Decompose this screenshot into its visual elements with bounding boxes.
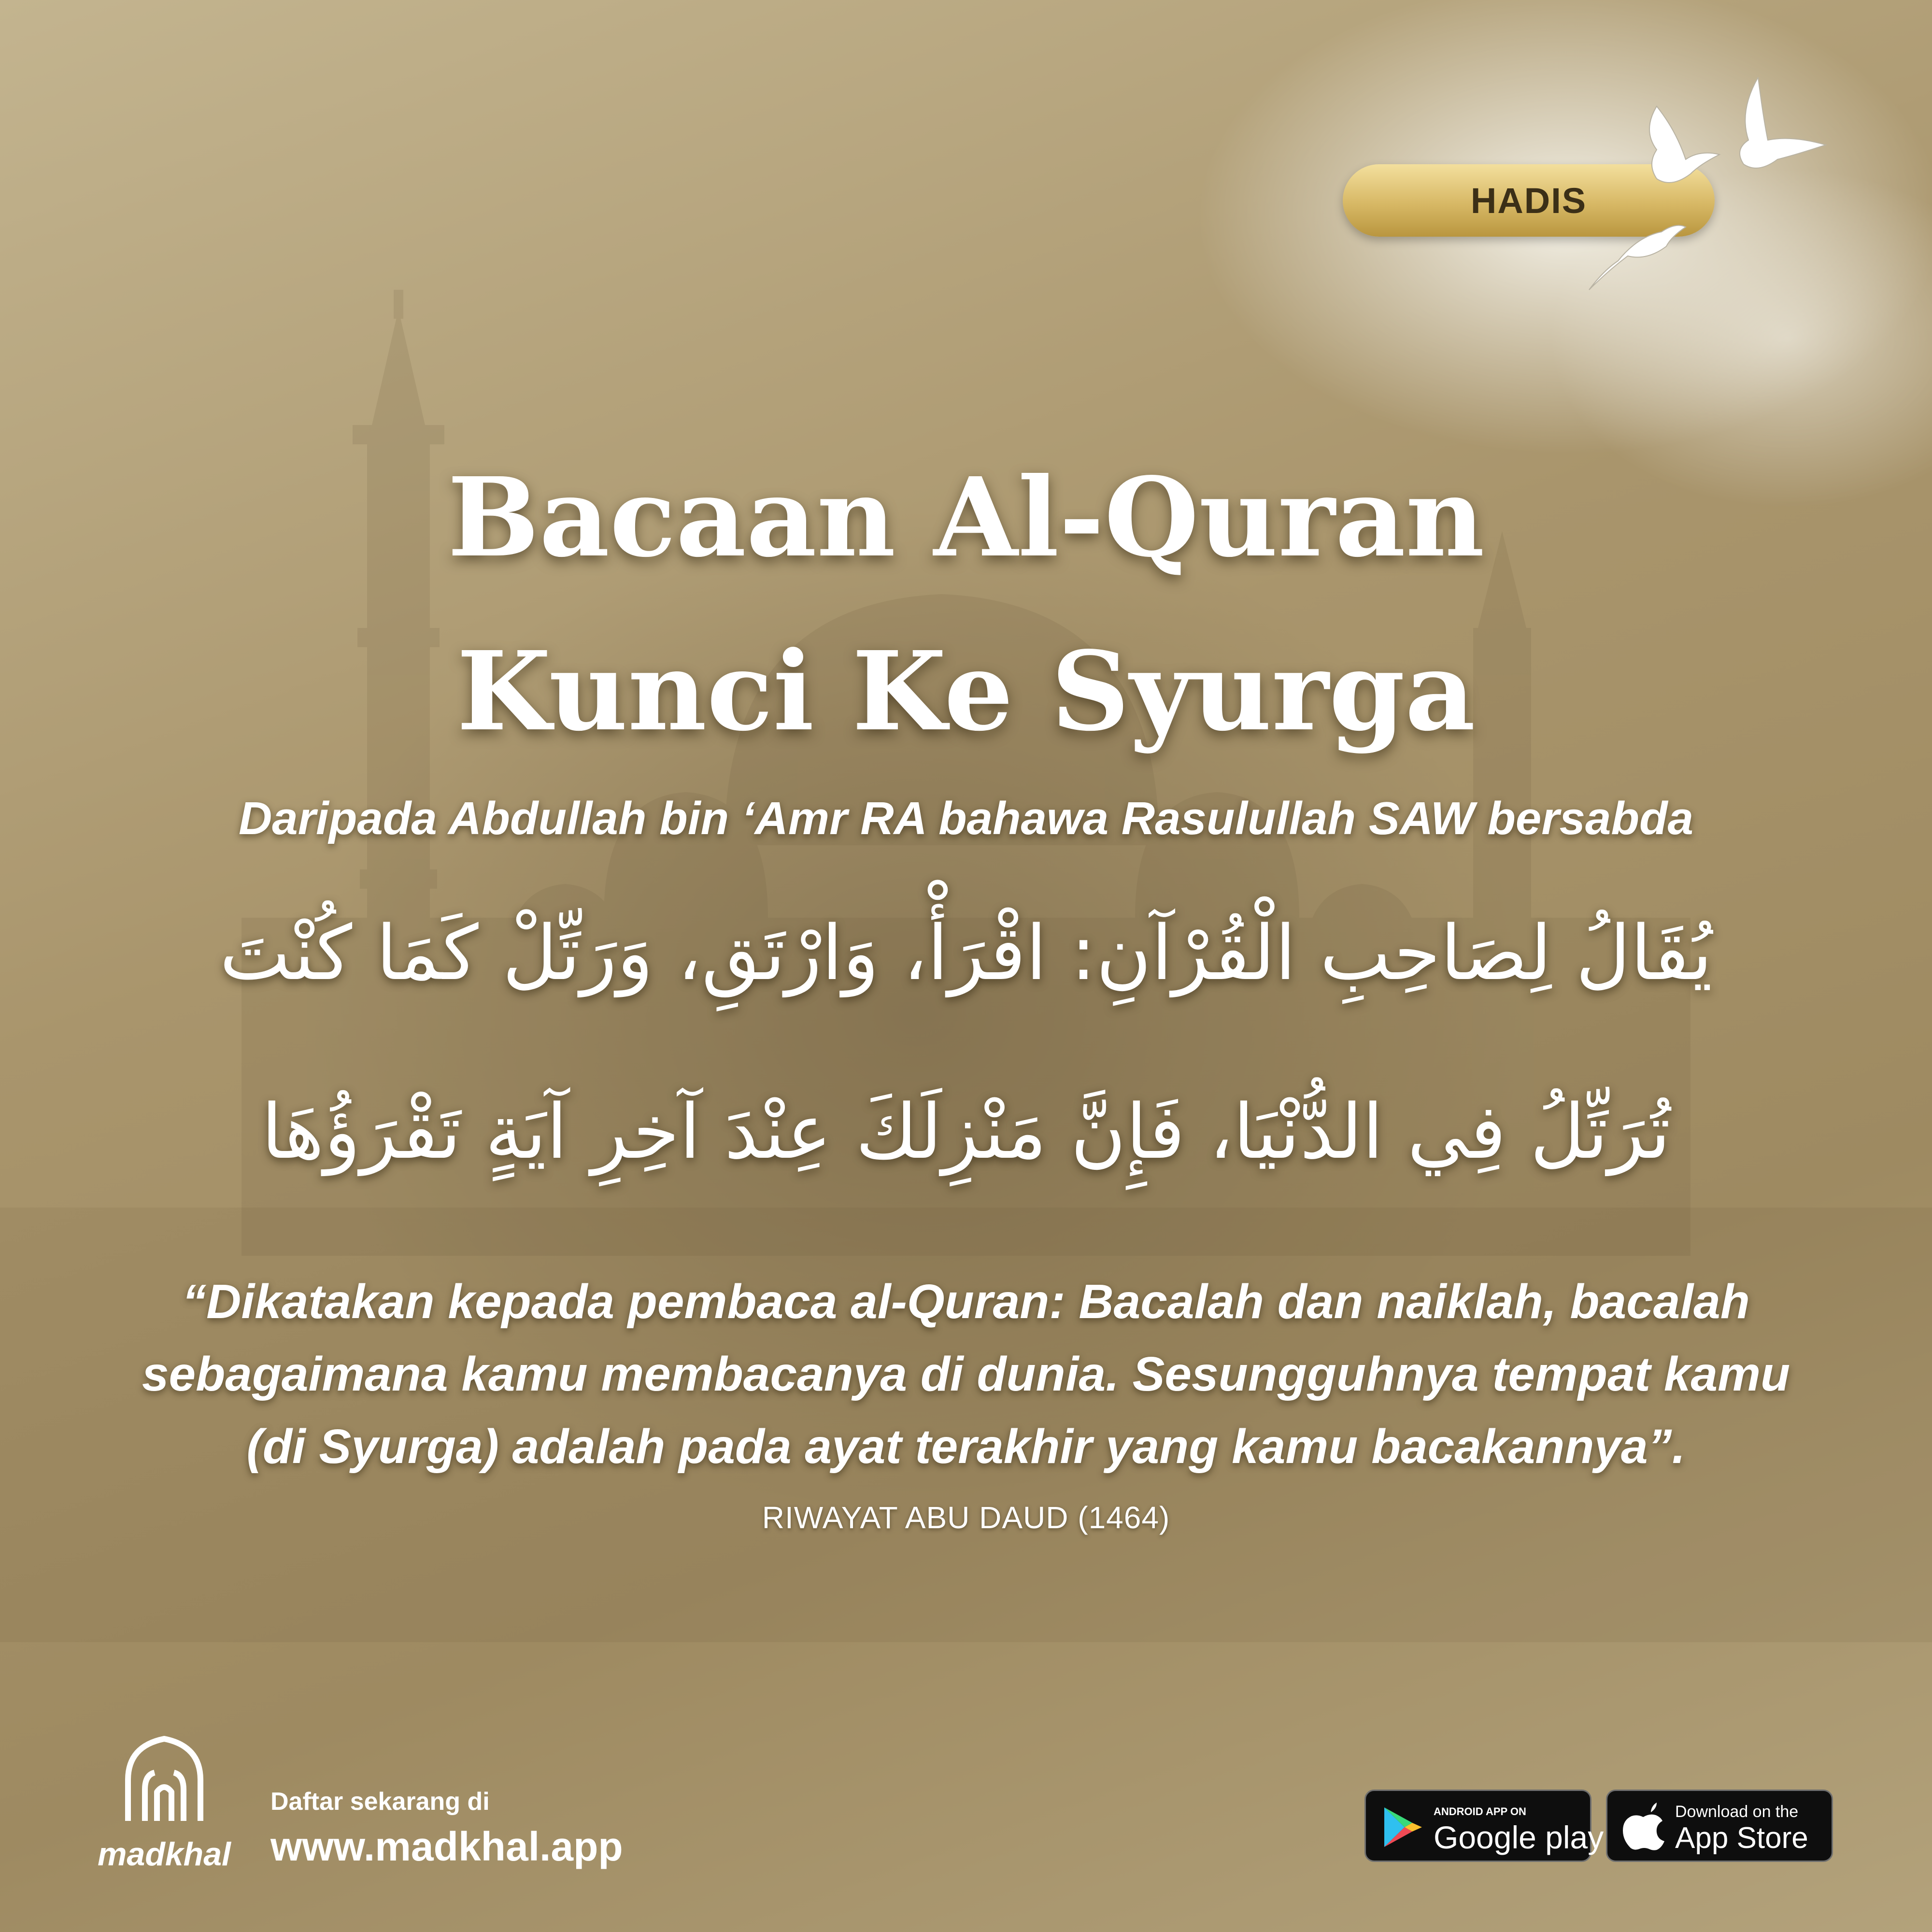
google-play-icon: [1380, 1805, 1424, 1849]
doves-illustration: [1575, 77, 1845, 304]
title-line-2: Kunci Ke Syurga: [456, 628, 1476, 755]
google-play-button[interactable]: [1364, 1790, 1604, 1862]
madkhal-logo-icon: [118, 1734, 210, 1826]
website-link[interactable]: www.madkhal.app: [270, 1824, 623, 1869]
register-label: Daftar sekarang di: [270, 1788, 490, 1816]
arabic-text-line-1: يُقَالُ لِصَاحِبِ الْقُرْآنِ: اقْرَأْ، وَارْتَقِ، وَرَتِّلْ كَمَا كُنْتَ: [219, 909, 1713, 997]
arabic-text-line-2: تُرَتِّلُ فِي الدُّنْيَا، فَإِنَّ مَنْزِلَكَ عِنْدَ آخِرِ آيَةٍ تَقْرَؤُهَا: [261, 1088, 1671, 1176]
madkhal-logo-text: madkhal: [98, 1836, 231, 1873]
google-play-small-label: ANDROID APP ON: [1434, 1805, 1526, 1818]
hadith-source: RIWAYAT ABU DAUD (1464): [762, 1500, 1170, 1535]
google-play-label: Google play: [1434, 1819, 1604, 1855]
title-line-1: Bacaan Al-Quran: [447, 454, 1485, 582]
translation-line-3: (di Syurga) adalah pada ayat terakhir yang kamu bacakannya”.: [246, 1420, 1686, 1474]
narrator-subtitle: Daripada Abdullah bin ‘Amr RA bahawa Rasulullah SAW bersabda: [238, 793, 1694, 844]
app-store-small-label: Download on the: [1675, 1803, 1799, 1821]
badge-label: HADIS: [1470, 180, 1587, 221]
app-store-label: App Store: [1675, 1821, 1808, 1855]
apple-icon: [1621, 1803, 1665, 1851]
translation-line-2: sebagaimana kamu membacanya di dunia. Sesungguhnya tempat kamu: [142, 1347, 1790, 1401]
translation-line-1: “Dikatakan kepada pembaca al-Quran: Bacalah dan naiklah, bacalah: [182, 1275, 1750, 1329]
app-store-button[interactable]: [1606, 1790, 1833, 1862]
